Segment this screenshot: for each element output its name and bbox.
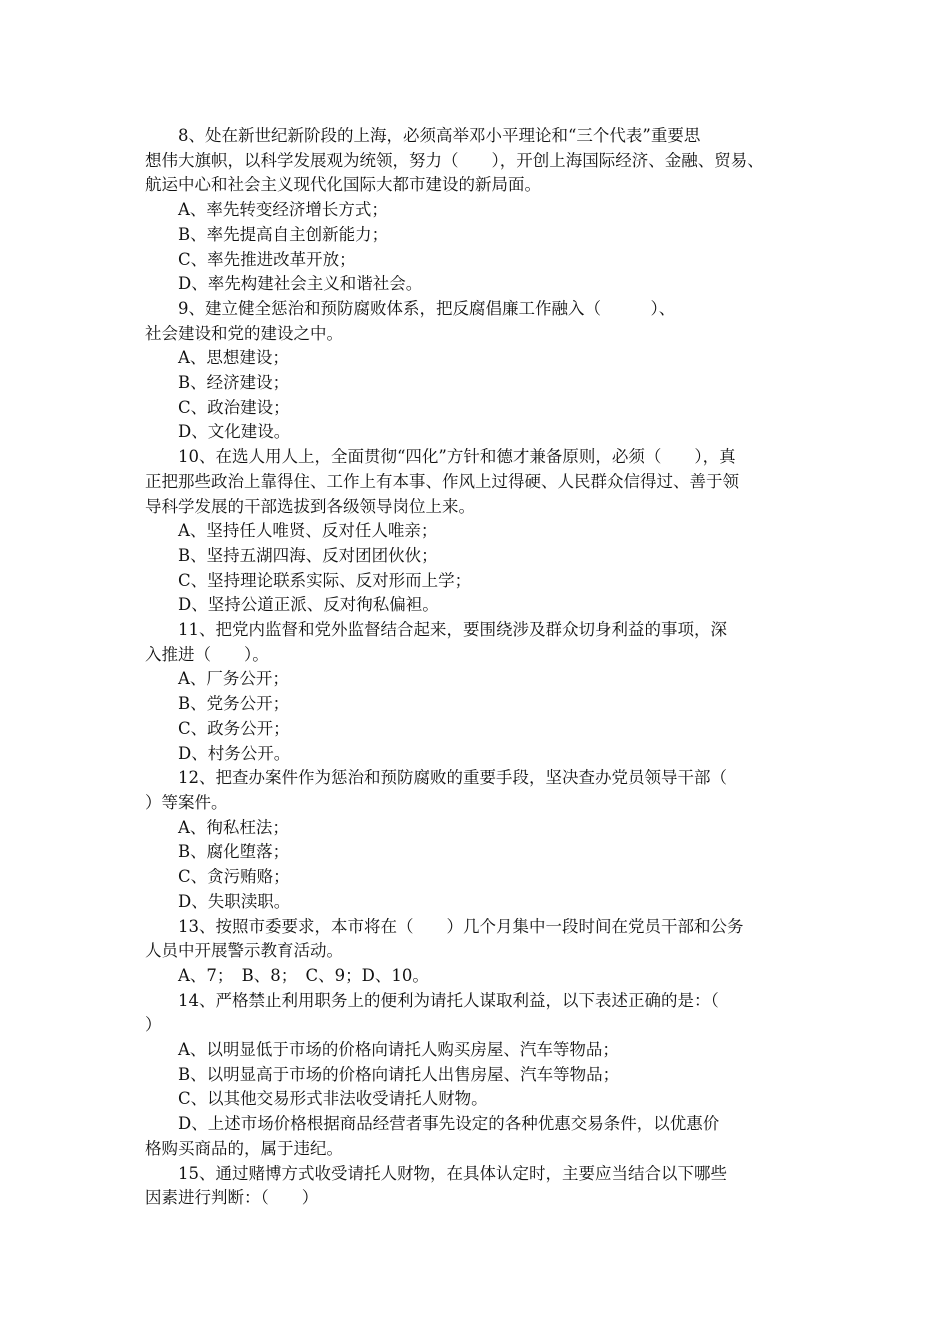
question-text-line: ） xyxy=(145,1015,162,1035)
option-b: B、坚持五湖四海、反对团团伙伙； xyxy=(178,545,438,565)
question-12 xyxy=(145,766,815,914)
option-d: D、坚持公道正派、反对徇私偏袒。 xyxy=(178,595,439,615)
question-text-line: 航运中心和社会主义现代化国际大都市建设的新局面。 xyxy=(145,175,541,195)
option-c: C、贪污贿赂； xyxy=(178,867,290,887)
question-15 xyxy=(145,1162,815,1211)
option-a: A、以明显低于市场的价格向请托人购买房屋、汽车等物品； xyxy=(178,1040,619,1060)
option-d: D、率先构建社会主义和谐社会。 xyxy=(178,274,423,294)
question-text-line: 想伟大旗帜，以科学发展观为统领，努力（ ），开创上海国际经济、金融、贸易、 xyxy=(145,150,764,170)
question-8 xyxy=(145,124,815,297)
option-d: D、文化建设。 xyxy=(178,422,291,442)
option-a: A、思想建设； xyxy=(178,348,289,368)
question-9 xyxy=(145,297,815,445)
option-b: B、党务公开； xyxy=(178,694,290,714)
question-text-line: 14、严格禁止利用职务上的便利为请托人谋取利益，以下表述正确的是：（ xyxy=(178,990,719,1010)
question-text-line: 12、把查办案件作为惩治和预防腐败的重要手段，坚决查办党员领导干部（ xyxy=(178,768,727,788)
option-b: B、以明显高于市场的价格向请托人出售房屋、汽车等物品； xyxy=(178,1064,620,1084)
option-c: C、政治建设； xyxy=(178,397,290,417)
option-c: C、坚持理论联系实际、反对形而上学； xyxy=(178,570,472,590)
question-11 xyxy=(145,618,815,766)
option-d: D、村务公开。 xyxy=(178,743,291,763)
option-c: C、政务公开； xyxy=(178,718,290,738)
option-b: B、率先提高自主创新能力； xyxy=(178,224,389,244)
option-a: A、坚持任人唯贤、反对任人唯亲； xyxy=(178,521,438,541)
option-c: C、以其他交易形式非法收受请托人财物。 xyxy=(178,1089,488,1109)
question-10 xyxy=(145,445,815,618)
question-text-line: 导科学发展的干部选拔到各级领导岗位上来。 xyxy=(145,496,475,516)
question-text-line: 入推进（ ）。 xyxy=(145,644,269,664)
option-b: B、经济建设； xyxy=(178,373,290,393)
question-text-line: ）等案件。 xyxy=(145,792,228,812)
question-text-line: 人员中开展警示教育活动。 xyxy=(145,941,343,961)
question-text-line: 9、建立健全惩治和预防腐败体系，把反腐倡廉工作融入（ ）、 xyxy=(178,298,676,318)
option-a: A、徇私枉法； xyxy=(178,817,289,837)
question-text-line: 正把那些政治上靠得住、工作上有本事、作风上过得硬、人民群众信得过、善于领 xyxy=(145,471,739,491)
option-c: C、率先推进改革开放； xyxy=(178,249,356,269)
question-text-line: 因素进行判断：（ ） xyxy=(145,1188,319,1208)
option-d-continuation: 格购买商品的，属于违纪。 xyxy=(145,1138,343,1158)
question-text-line: 社会建设和党的建设之中。 xyxy=(145,323,343,343)
options-inline: A、7； B、8； C、9；D、10。 xyxy=(178,965,429,985)
question-text-line: 8、处在新世纪新阶段的上海，必须高举邓小平理论和“三个代表”重要思 xyxy=(178,126,701,145)
option-a: A、厂务公开； xyxy=(178,669,289,689)
question-text-line: 15、通过赌博方式收受请托人财物，在具体认定时，主要应当结合以下哪些 xyxy=(178,1163,727,1183)
option-b: B、腐化堕落； xyxy=(178,842,290,862)
document-page xyxy=(145,124,815,1211)
question-text-line: 11、把党内监督和党外监督结合起来，要围绕涉及群众切身利益的事项，深 xyxy=(178,620,727,640)
question-14 xyxy=(145,989,815,1162)
question-text-line: 13、按照市委要求，本市将在（ ）几个月集中一段时间在党员干部和公务 xyxy=(178,916,744,936)
option-a: A、率先转变经济增长方式； xyxy=(178,200,388,220)
option-d: D、上述市场价格根据商品经营者事先设定的各种优惠交易条件，以优惠价 xyxy=(178,1114,720,1134)
option-d: D、失职渎职。 xyxy=(178,891,291,911)
question-13 xyxy=(145,915,815,989)
question-text-line: 10、在选人用人上，全面贯彻“四化”方针和德才兼备原则，必须（ ），真 xyxy=(178,447,736,467)
